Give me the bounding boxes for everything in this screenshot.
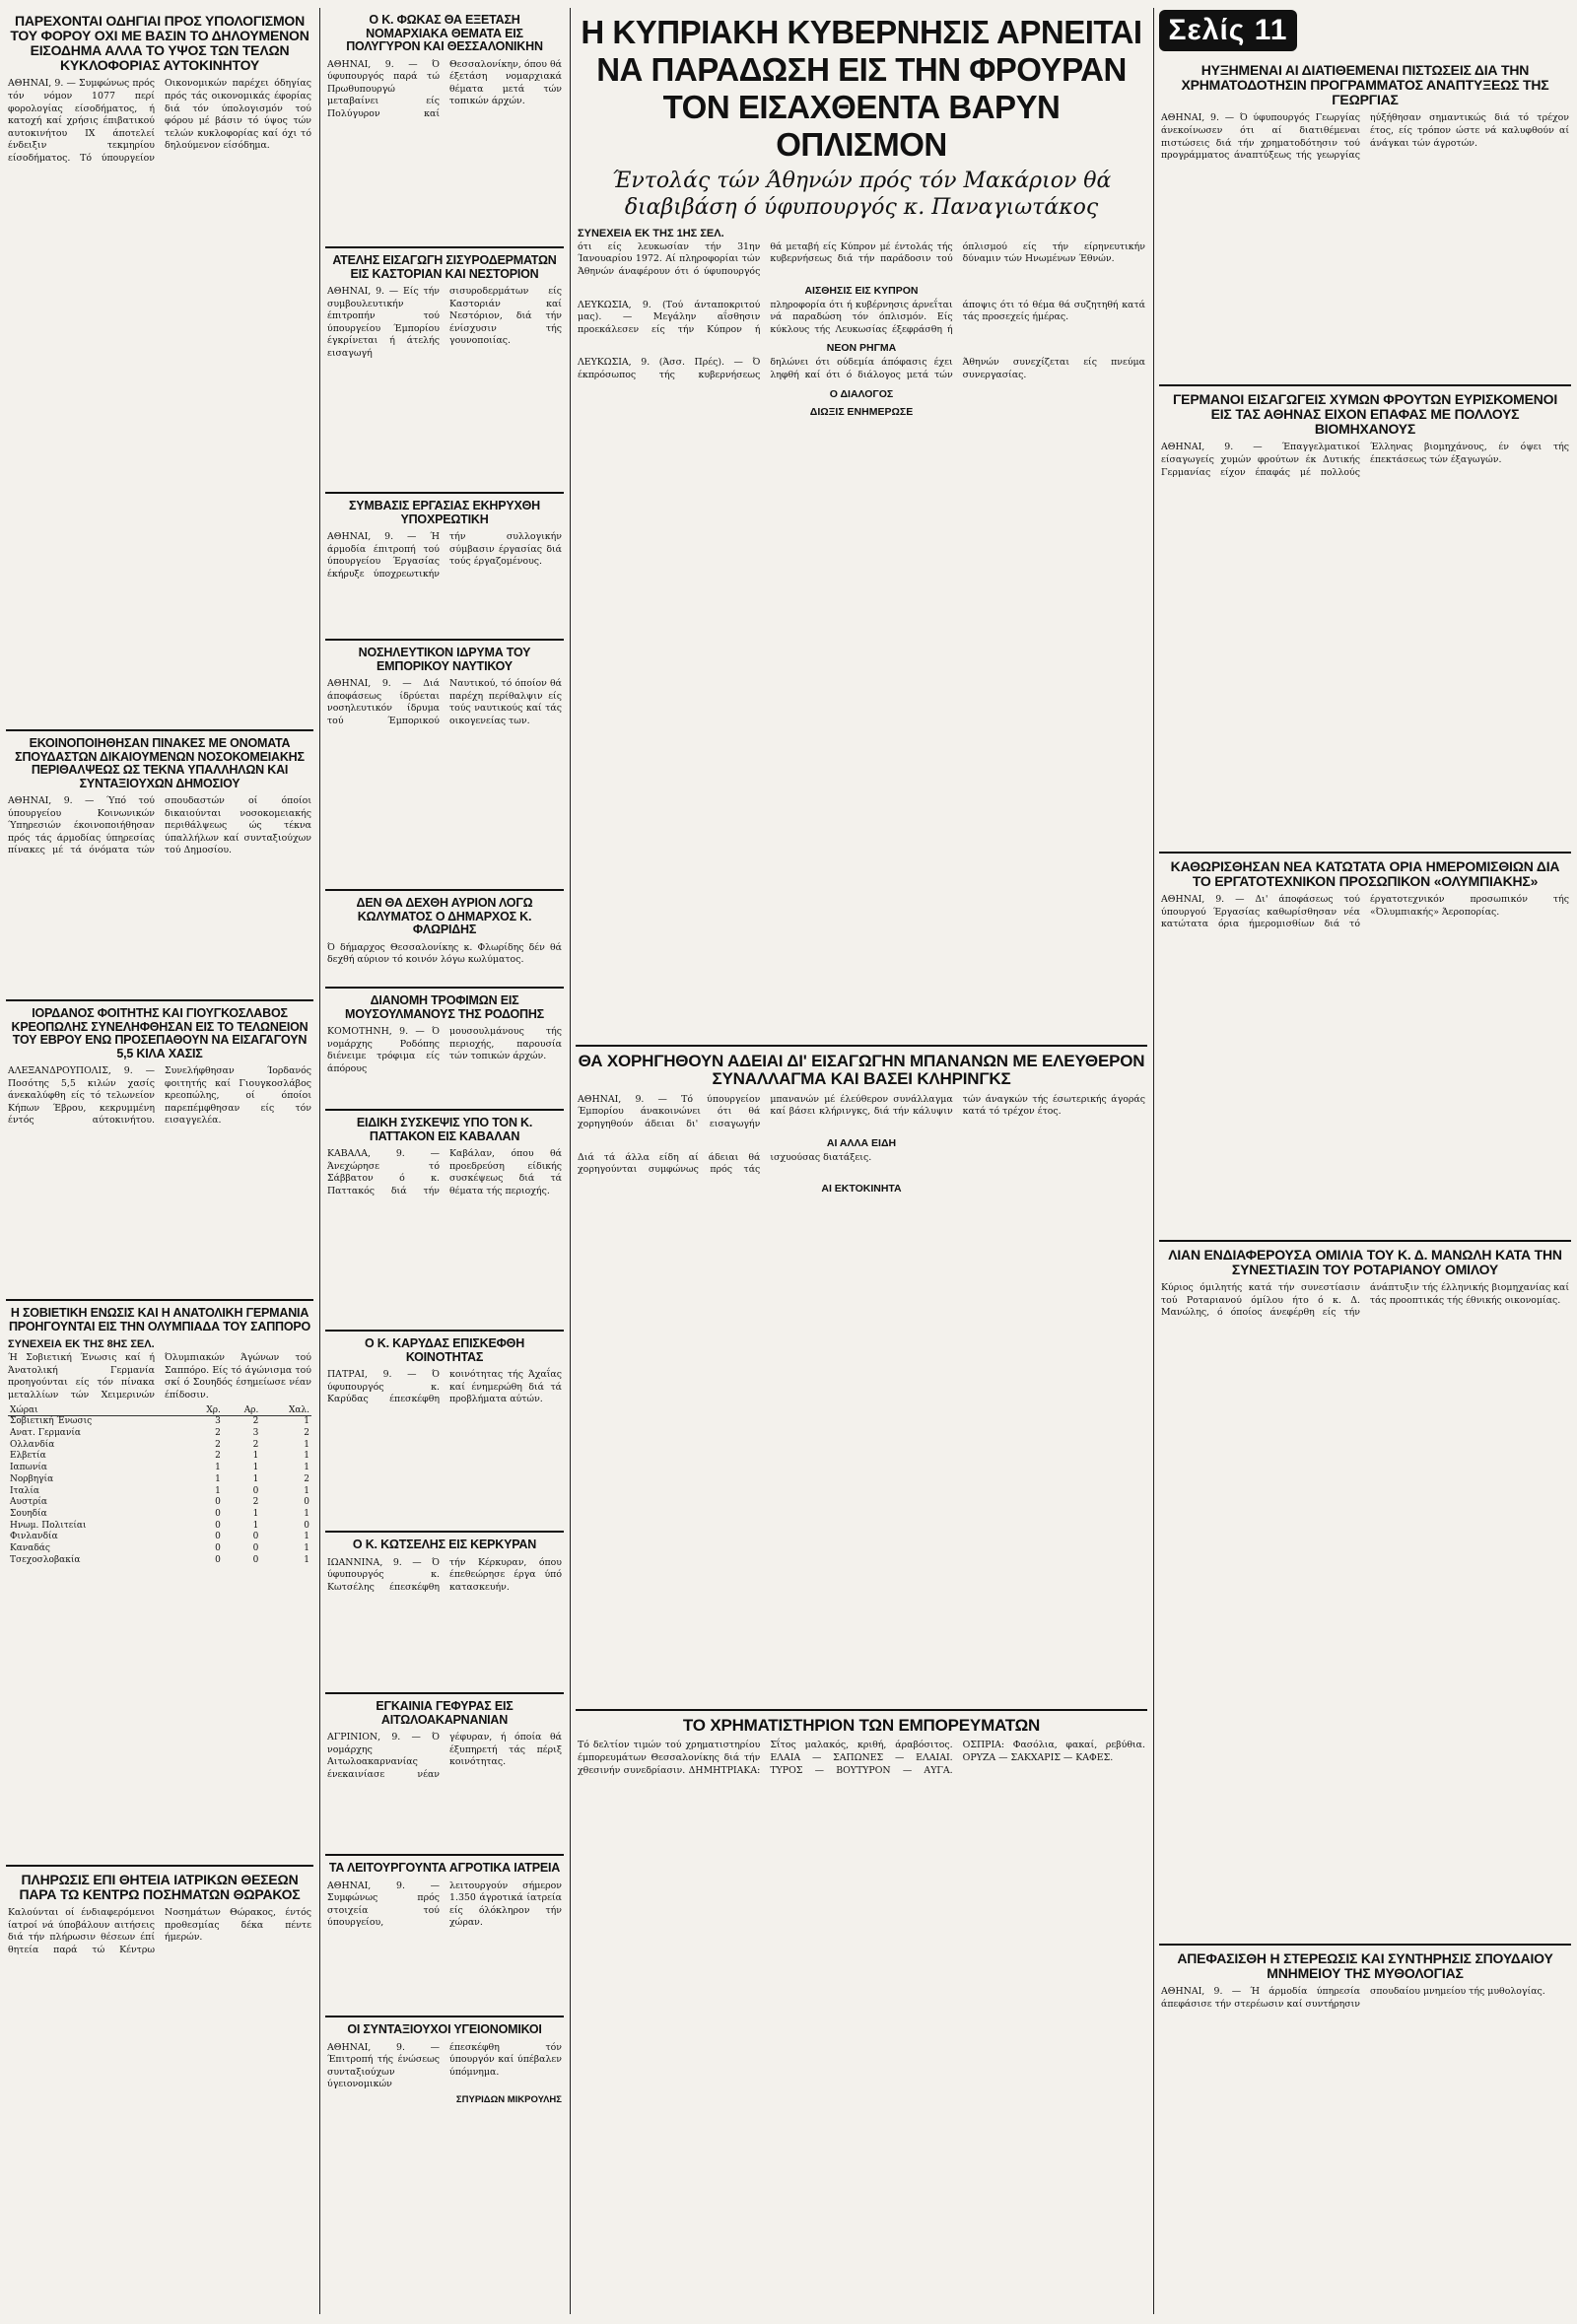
medal-table-header — [8, 1405, 311, 1416]
article-labor-contract — [325, 494, 564, 641]
headline: ΕΙΔΙΚΗ ΣΥΣΚΕΨΙΣ ΥΠΟ ΤΟΝ Κ. ΠΑΤΤΑΚΟΝ ΕΙΣ ΚΑΒΑΛΑΝ — [356, 1116, 533, 1143]
gold-cell: 0 — [215, 1542, 221, 1553]
country-cell: Νορβηγία — [10, 1473, 54, 1484]
article-text: ΠΑΤΡΑΙ, 9. — Ό ύφυπουργός κ. Καρύδας έπεσκέφθη κοινότητας τής Άχαΐας καί ένημερώθη διά τά προβλήματα αύτών. — [327, 1369, 562, 1405]
medal-row — [8, 1440, 311, 1452]
article-text: ΚΟΜΟΤΗΝΗ, 9. — Ό νομάρχης Ροδόπης διένειμε τρόφιμα είς άπόρους μουσουλμάνους τής περιοχής, παρουσία τών τοπικών άρχών. — [327, 1026, 562, 1074]
article-medical-posts — [6, 1867, 313, 2174]
headline: ΠΑΡΕΧΟΝΤΑΙ ΟΔΗΓΙΑΙ ΠΡΟΣ ΥΠΟΛΟΓΙΣΜΟΝ ΤΟΥ ΦΟΡΟΥ ΟΧΙ ΜΕ ΒΑΣΙΝ ΤΟ ΔΗΛΟΥΜΕΝΟΝ ΕΙΣΟΔΗΜΑ ΑΛΛΑ ΤΟ ΥΨΟΣ ΤΩΝ ΤΕΛΩΝ ΚΥΚΛΟΦΟΡΙΑΣ ΑΥΤΟΚΙΝΗΤΟΥ — [10, 13, 309, 74]
silver-cell: 2 — [252, 1416, 259, 1427]
headline: ΗΥΞΗΜΕΝΑΙ ΑΙ ΔΙΑΤΙΘΕΜΕΝΑΙ ΠΙΣΤΩΣΕΙΣ ΔΙΑ ΤΗΝ ΧΡΗΜΑΤΟΔΟΤΗΣΙΝ ΠΡΟΓΡΑΜΜΑΤΟΣ ΑΝΑΠΤΥΞΕΩΣ ΤΗΣ ΓΕΩΡΓΙΑΣ — [1181, 62, 1549, 108]
headline: ΣΥΜΒΑΣΙΣ ΕΡΓΑΣΙΑΣ ΕΚΗΡΥΧΘΗ ΥΠΟΧΡΕΩΤΙΚΗ — [348, 499, 541, 526]
bronze-cell: 1 — [304, 1508, 309, 1519]
article-monument — [1159, 1946, 1571, 2214]
column-rule — [1153, 8, 1154, 2314]
article-sapporo-olympics — [6, 1301, 313, 1867]
country-cell: Τσεχοσλοβακία — [10, 1554, 81, 1565]
headline: ΑΤΕΛΗΣ ΕΙΣΑΓΩΓΗ ΣΙΣΥΡΟΔΕΡΜΑΤΩΝ ΕΙΣ ΚΑΣΤΟΡΙΑΝ ΚΑΙ ΝΕΣΤΟΡΙΟΝ — [332, 253, 557, 281]
silver-cell: 0 — [252, 1485, 259, 1496]
headline: Ο Κ. ΚΑΡΥΔΑΣ ΕΠΙΣΚΕΦΘΗ ΚΟΙΝΟΤΗΤΑΣ — [364, 1336, 525, 1364]
bronze-cell: 0 — [304, 1520, 309, 1531]
article-text: ΑΘΗΝΑΙ, 9. — Ό ύφυπουργός παρά τώ Πρωθυπουργώ μεταβαίνει είς Πολύγυρον καί Θεσσαλονίκην, όπου θά έξετάση νομαρχιακά θέματα μετά τών τοπικών άρχών. — [327, 58, 562, 119]
country-cell: Καναδάς — [10, 1542, 50, 1553]
headline: ΔΕΝ ΘΑ ΔΕΧΘΗ ΑΥΡΙΟΝ ΛΟΓΩ ΚΩΛΥΜΑΤΟΣ Ο ΔΗΜΑΡΧΟΣ Κ. ΦΛΩΡΙΔΗΣ — [356, 896, 533, 936]
article-text: ΚΑΒΑΛΑ, 9. — Άνεχώρησε τό Σάββατον ό κ. Παττακός διά τήν Καβάλαν, όπου θά προεδρεύση είδικής συσκέψεως διά τά θέματα τής περιοχής. — [327, 1148, 562, 1196]
medal-row — [8, 1474, 311, 1486]
headline: ΚΑΘΩΡΙΣΘΗΣΑΝ ΝΕΑ ΚΑΤΩΤΑΤΑ ΟΡΙΑ ΗΜΕΡΟΜΙΣΘΙΩΝ ΔΙΑ ΤΟ ΕΡΓΑΤΟΤΕΧΝΙΚΟΝ ΠΡΟΣΩΠΙΚΟΝ «ΟΛΥΜΠΙΑΚΗΣ» — [1170, 858, 1560, 890]
article-text: ΑΘΗΝΑΙ, 9. — Ό ύφυπουργός Γεωργίας άνεκοίνωσεν ότι αί διατιθέμεναι πιστώσεις διά τήν χρηματοδότησιν τού προγράμματος άναπτύξεως τής γεωργίας ηύξήθησαν σημαντικώς διά τό τρέχον έτος, είς τρόπον ώστε νά καλυφθούν αί άνάγκαι τών άγροτών. — [1161, 112, 1569, 162]
article-karydas — [325, 1332, 564, 1533]
lead-text-2: ΛΕΥΚΩΣΙΑ, 9. (Τού άνταποκριτού μας). — Μεγάλην αΐσθησιν προεκάλεσεν είς τήν Κύπρον ή πληροφορία ότι ή κυβέρνησις άρνεΐται νά παραδώση τόν όπλισμόν. Είς κύκλους τής Λευκωσίας έξεφράσθη ή άποψις ότι τό θέμα θά συζητηθή κατά τάς προσεχείς ήμέρας. — [578, 299, 1145, 335]
country-cell: Ιαπωνία — [10, 1463, 47, 1473]
headline: ΙΟΡΔΑΝΟΣ ΦΟΙΤΗΤΗΣ ΚΑΙ ΓΙΟΥΓΚΟΣΛΑΒΟΣ ΚΡΕΟΠΩΛΗΣ ΣΥΝΕΛΗΦΘΗΣΑΝ ΕΙΣ ΤΟ ΤΕΛΩΝΕΙΟΝ ΤΟΥ ΕΒΡΟΥ ΕΝΩ ΠΡΟΣΕΠΑΘΟΥΝ ΝΑ ΕΙΣΑΓΑΓΟΥΝ 5,5 ΚΙΛΑ ΧΑΣΙΣ — [11, 1006, 309, 1060]
silver-cell: 1 — [252, 1520, 259, 1531]
headline: Ο Κ. ΚΩΤΣΕΛΗΣ ΕΙΣ ΚΕΡΚΥΡΑΝ — [352, 1538, 537, 1551]
article-banana-imports — [576, 1047, 1147, 1711]
continued-label: ΣΥΝΕΧΕΙΑ ΕΚ ΤΗΣ 8ΗΣ ΣΕΛ. — [8, 1338, 155, 1350]
medal-row — [8, 1497, 311, 1509]
article-text: Τό δελτίον τιμών τού χρηματιστηρίου έμπορευμάτων Θεσσαλονίκης διά τήν χθεσινήν συνεδρίασιν. ΔΗΜΗΤΡΙΑΚΑ: Σΐτος μαλακός, κριθή, άραβόσιτος. ΕΛΑΙΑ — ΣΑΠΩΝΕΣ — ΕΛΑΙΑΙ. ΤΥΡΟΣ — ΒΟΥΤΥΡΟΝ — ΑΥΓΑ. ΟΣΠΡΙΑ: Φασόλια, φακαί, ρεβύθια. ΟΡΥΖΑ — ΣΑΚΧΑΡΙΣ — ΚΑΦΕΣ. — [578, 1740, 1145, 1776]
right-column — [1159, 8, 1571, 2214]
article-agriculture-credit — [1159, 57, 1571, 386]
article-text: ΑΘΗΝΑΙ, 9. — Διά άποφάσεως ίδρύεται νοσηλευτικόν ίδρυμα τού Έμπορικού Ναυτικού, τό όποίον θά παρέχη περίθαλψιν είς τούς ναυτικούς καί τάς οικογενείας των. — [327, 678, 562, 726]
article-food-distribution — [325, 989, 564, 1111]
article-text: ΑΛΕΞΑΝΔΡΟΥΠΟΛΙΣ, 9. — Ποσότης 5,5 κιλών χασίς άνεκαλύφθη είς τό τελωνείον Κήπων Έβρου, κεκρυμμένη έντός αύτοκινήτου. Συνελήφθησαν Ίορδανός φοιτητής καί Γιουγκοσλάβος κρεοπώλης, οί όποίοι παρεπέμφθησαν είς τόν εισαγγελέα. — [8, 1065, 311, 1127]
gold-cell: 0 — [215, 1554, 221, 1565]
article-text: ΑΘΗΝΑΙ, 9. — Ή άρμοδία έπιτροπή τού ύπουργείου Έργασίας έκήρυξε ύποχρεωτικήν τήν συλλογικήν σύμβασιν έργασίας διά τούς έργαζομένους. — [327, 531, 562, 580]
silver-cell: 1 — [252, 1508, 259, 1519]
article-text-2: Διά τά άλλα είδη αί άδειαι θά χορηγούνται συμφώνως πρός τάς ισχυούσας διατάξεις. — [578, 1151, 872, 1176]
lead-headline: Η ΚΥΠΡΙΑΚΗ ΚΥΒΕΡΝΗΣΙΣ ΑΡΝΕΙΤΑΙ ΝΑ ΠΑΡΑΔΩΣΗ ΕΙΣ ΤΗΝ ΦΡΟΥΡΑΝ ΤΟΝ ΕΙΣΑΧΘΕΝΤΑ ΒΑΡΥΝ ΟΠΛΙΣΜΟΝ — [581, 14, 1142, 163]
headline: ΝΟΣΗΛΕΥΤΙΚΟΝ ΙΔΡΥΜΑ ΤΟΥ ΕΜΠΟΡΙΚΟΥ ΝΑΥΤΙΚΟΥ — [358, 646, 531, 673]
medal-table — [8, 1405, 311, 1566]
country-cell: Ελβετία — [10, 1451, 46, 1462]
article-bridge-opening — [325, 1694, 564, 1856]
headline: ΤΑ ΛΕΙΤΟΥΡΓΟΥΝΤΑ ΑΓΡΟΤΙΚΑ ΙΑΤΡΕΙΑ — [328, 1861, 561, 1875]
gold-cell: 1 — [215, 1463, 221, 1473]
page-masthead: Σελίς 11 — [1159, 10, 1297, 51]
gold-cell: 1 — [215, 1473, 221, 1484]
headline: ΛΙΑΝ ΕΝΔΙΑΦΕΡΟΥΣΑ ΟΜΙΛΙΑ ΤΟΥ Κ. Δ. ΜΑΝΩΛΗ ΚΑΤΑ ΤΗΝ ΣΥΝΕΣΤΙΑΣΙΝ ΤΟΥ ΡΟΤΑΡΙΑΝΟΥ ΟΜΙΛΟΥ — [1168, 1247, 1562, 1278]
continued-label: ΣΥΝΕΧΕΙΑ ΕΚ ΤΗΣ 1ΗΣ ΣΕΛ. — [578, 227, 724, 239]
second-column — [325, 8, 564, 2148]
article-pattakos — [325, 1111, 564, 1332]
column-rule — [319, 8, 320, 2314]
silver-cell: 0 — [252, 1542, 259, 1553]
lead-text-3: ΛΕΥΚΩΣΙΑ, 9. (Άσσ. Πρές). — Ό έκπρόσωπος τής κυβερνήσεως δηλώνει ότι ούδεμία άπόφασις έχει ληφθή καί ότι ό διάλογος μετά τών Άθηνών συνεχίζεται είς πνεύμα συνεργασίας. — [578, 357, 1145, 380]
headline: ΑΠΕΦΑΣΙΣΘΗ Η ΣΤΕΡΕΩΣΙΣ ΚΑΙ ΣΥΝΤΗΡΗΣΙΣ ΣΠΟΥΔΑΙΟΥ ΜΝΗΜΕΙΟΥ ΤΗΣ ΜΥΘΟΛΟΓΙΑΣ — [1177, 1950, 1553, 1982]
signature: ΣΠΥΡΙΔΩΝ ΜΙΚΡΟΥΛΗΣ — [455, 2093, 562, 2105]
article-fur-import — [325, 248, 564, 494]
bronze-cell: 1 — [304, 1532, 309, 1542]
article-olympic-wages — [1159, 854, 1571, 1242]
country-cell: Ανατ. Γερμανία — [10, 1428, 81, 1439]
headline: ΔΙΑΝΟΜΗ ΤΡΟΦΙΜΩΝ ΕΙΣ ΜΟΥΣΟΥΛΜΑΝΟΥΣ ΤΗΣ ΡΟΔΟΠΗΣ — [345, 993, 544, 1021]
article-text: ΑΘΗΝΑΙ, 9. — Έπαγγελματικοί είσαγωγείς χυμών φρούτων έκ Δυτικής Γερμανίας είχον έπαφάς μέ πολλούς Έλληνας βιομηχάνους, έν όψει τής έπεκτάσεως τών έξαγωγών. — [1161, 442, 1569, 478]
article-text: ΑΘΗΝΑΙ, 9. — Είς τήν συμβουλευτικήν έπιτροπήν τού ύπουργείου Έμπορίου έγκρίνεται ή άτελής εισαγωγή σισυροδερμάτων είς Καστοριάν καί Νεστόριον, διά τήν ένίσχυσιν τής γουνοποιίας. — [327, 286, 562, 359]
subhead-cyprus: ΑΙΣΘΗΣΙΣ ΕΙΣ ΚΥΠΡΟΝ — [804, 284, 919, 297]
silver-cell: 2 — [252, 1497, 259, 1508]
silver-cell: 1 — [252, 1463, 259, 1473]
article-juice-importers — [1159, 386, 1571, 854]
article-text: Ή Σοβιετική Ένωσις καί ή Άνατολική Γερμανία προηγούνται είς τόν πίνακα μεταλλίων τών Χειμερινών Όλυμπιακών Άγώνων τού Σαππόρο. Είς τό άγώνισμα τού σκί ό Σουηδός έσημείωσε νέαν έπίδοσιν. — [8, 1352, 311, 1401]
lead-text: ότι είς λευκωσίαν τήν 31ην Ίανουαρίου 1972. Αί πληροφορίαι τών Άθηνών άναφέρουν ότι ό ύφυπουργός θά μεταβή είς Κύπρον μέ έντολάς τής κυβερνήσεως διά τήν παράδοσιν τού όπλισμού είς τήν είρηνευτικήν δύναμιν τών Ηνωμένων Έθνών. — [578, 240, 1145, 277]
bronze-cell: 1 — [304, 1542, 309, 1553]
article-rotary-speech — [1159, 1242, 1571, 1946]
country-cell: Ιταλία — [10, 1485, 39, 1496]
article-text: ΑΘΗΝΑΙ, 9. — Συμφώνως πρός τόν νόμον 1077 περί φορολογίας είσοδήματος, ή κατοχή καί χρήσις έπιβατικού αυτοκινήτου ΙΧ άποτελεί ένδειξιν τεκμηρίου είσοδήματος. Τό ύπουργείον Οικονομικών παρέχει όδηγίας πρός τάς οικονομικάς έφορίας διά τόν ύπολογισμόν τού φόρου μέ βάσιν τό ύψος τών τελών κυκλοφορίας καί όχι τό δηλούμενον είσόδημα. — [8, 78, 311, 164]
silver-cell: 0 — [252, 1554, 259, 1565]
article-text: Καλούνται οί ένδιαφερόμενοι ίατροί νά ύποβάλουν αιτήσεις διά τήν πλήρωσιν θέσεων έπί θητεία παρά τώ Κέντρω Νοσημάτων Θώρακος, έντός προθεσμίας δέκα πέντε ήμερών. — [8, 1907, 311, 1955]
article-text: ΑΘΗΝΑΙ, 9. — Έπιτροπή τής ένώσεως συνταξιούχων ύγειονομικών έπεσκέφθη τόν ύπουργόν καί ύπέβαλεν ύπόμνημα. — [327, 2041, 562, 2090]
article-text: Κύριος όμιλητής κατά τήν συνεστίασιν τού Ροταριανού όμίλου ήτο ό κ. Δ. Μανώλης, ό όποίος άνεφέρθη είς τήν άνάπτυξιν τής έλληνικής βιομηχανίας καί τάς προοπτικάς τής έθνικής οικονομίας. — [1161, 1282, 1569, 1319]
lead-article — [576, 8, 1147, 1047]
col-silver: Αρ. — [223, 1405, 260, 1416]
medal-row — [8, 1416, 311, 1428]
bronze-cell: 1 — [304, 1416, 309, 1427]
article-text: ΙΩΑΝΝΙΝΑ, 9. — Ό ύφυπουργός κ. Κωτσέλης έπεσκέφθη τήν Κέρκυραν, όπου έπεθεώρησε έργα ύπό κατασκευήν. — [327, 1556, 562, 1593]
article-kotselis — [325, 1533, 564, 1694]
silver-cell: 1 — [252, 1473, 259, 1484]
silver-cell: 3 — [252, 1428, 259, 1439]
headline: ΤΟ ΧΡΗΜΑΤΙΣΤΗΡΙΟΝ ΤΩΝ ΕΜΠΟΡΕΥΜΑΤΩΝ — [682, 1716, 1041, 1735]
medal-row — [8, 1543, 311, 1555]
bronze-cell: 0 — [304, 1497, 309, 1508]
article-fokas — [325, 8, 564, 248]
headline: ΘΑ ΧΟΡΗΓΗΘΟΥΝ ΑΔΕΙΑΙ ΔΙ' ΕΙΣΑΓΩΓΗΝ ΜΠΑΝΑΝΩΝ ΜΕ ΕΛΕΥΘΕΡΟΝ ΣΥΝΑΛΛΑΓΜΑ ΚΑΙ ΒΑΣΕΙ ΚΛΗΡΙΝΓΚΣ — [578, 1052, 1145, 1089]
silver-cell: 2 — [252, 1439, 259, 1450]
subhead-new-rift: ΝΕΟΝ ΡΗΓΜΑ — [826, 342, 897, 355]
bronze-cell: 1 — [304, 1439, 309, 1450]
article-text: ΑΘΗΝΑΙ, 9. — Ή άρμοδία ύπηρεσία άπεφάσισε τήν στερέωσιν καί συντήρησιν σπουδαίου μνημείου τής μυθολογίας. — [1161, 1986, 1545, 2010]
country-cell: Σοβιετική Ένωσις — [10, 1416, 93, 1427]
medal-table-body — [8, 1416, 311, 1566]
article-text: ΑΘΗΝΑΙ, 9. — Συμφώνως πρός στοιχεία τού ύπουργείου, λειτουργούν σήμερον 1.350 άγροτικά ίατρεία είς όλόκληρον τήν χώραν. — [327, 1880, 562, 1929]
headline: ΕΓΚΑΙΝΙΑ ΓΕΦΥΡΑΣ ΕΙΣ ΑΙΤΩΛΟΑΚΑΡΝΑΝΙΑΝ — [376, 1699, 514, 1727]
country-cell: Αυστρία — [10, 1497, 47, 1508]
silver-cell: 1 — [252, 1451, 259, 1462]
bronze-cell: 1 — [304, 1554, 309, 1565]
article-commodity-exchange — [576, 1711, 1147, 2324]
medal-row — [8, 1509, 311, 1521]
country-cell: Φινλανδία — [10, 1532, 58, 1542]
subhead-other-goods: ΑΙ ΑΛΛΑ ΕΙΔΗ — [826, 1136, 897, 1149]
article-mayor — [325, 891, 564, 989]
country-cell: Ολλανδία — [10, 1439, 55, 1450]
center-column — [576, 8, 1147, 2324]
bronze-cell: 1 — [304, 1451, 309, 1462]
gold-cell: 2 — [215, 1451, 221, 1462]
gold-cell: 0 — [215, 1508, 221, 1519]
subhead-interest: ΑΙ ΕΚΤΟΚΙΝΗΤΑ — [821, 1182, 902, 1195]
subhead-briefing: ΔΙΩΞΙΣ ΕΝΗΜΕΡΩΣΕ — [809, 405, 914, 418]
country-cell: Σουηδία — [10, 1508, 47, 1519]
subhead-dialogue: Ο ΔΙΑΛΟΓΟΣ — [829, 387, 894, 400]
article-merchant-navy — [325, 641, 564, 891]
medal-row — [8, 1428, 311, 1440]
column-rule — [570, 8, 571, 2314]
left-column — [6, 8, 313, 2174]
lead-subheadline: Έντολάς τών Άθηνών πρός τόν Μακάριον θά διαβιβάση ό ύφυπουργός κ. Παναγιωτάκος — [611, 168, 1112, 221]
gold-cell: 0 — [215, 1532, 221, 1542]
article-text: ΑΘΗΝΑΙ, 9. — Ύπό τού ύπουργείου Κοινωνικών Ύπηρεσιών έκοινοποιήθησαν πρός τάς άρμοδίας ύπηρεσίας πίνακες μέ τά όνόματα τών σπουδαστών οί όποίοι δικαιούνται νοσοκομειακής περιθάλψεως ώς τέκνα ύπαλλήλων καί συνταξιούχων τού Δημοσίου. — [8, 795, 311, 856]
gold-cell: 2 — [215, 1439, 221, 1450]
gold-cell: 3 — [215, 1416, 221, 1427]
gold-cell: 2 — [215, 1428, 221, 1439]
article-text: ΑΘΗΝΑΙ, 9. — Δι' άποφάσεως τού ύπουργού Έργασίας καθωρίσθησαν νέα κατώτατα όρια ήμερομισθίων διά τό έργατοτεχνικόν προσωπικόν τής «Όλυμπιακής» Άεροπορίας. — [1161, 894, 1569, 930]
headline: Η ΣΟΒΙΕΤΙΚΗ ΕΝΩΣΙΣ ΚΑΙ Η ΑΝΑΤΟΛΙΚΗ ΓΕΡΜΑΝΙΑ ΠΡΟΗΓΟΥΝΤΑΙ ΕΙΣ ΤΗΝ ΟΛΥΜΠΙΑΔΑ ΤΟΥ ΣΑΠΠΟΡΟ — [8, 1306, 311, 1333]
gold-cell: 0 — [215, 1497, 221, 1508]
headline: Ο Κ. ΦΩΚΑΣ ΘΑ ΕΞΕΤΑΣΗ ΝΟΜΑΡΧΙΑΚΑ ΘΕΜΑΤΑ ΕΙΣ ΠΟΛΥΓΥΡΟΝ ΚΑΙ ΘΕΣΣΑΛΟΝΙΚΗΝ — [346, 13, 543, 53]
col-gold: Χρ. — [185, 1405, 223, 1416]
article-pensioners — [325, 2017, 564, 2148]
medal-row — [8, 1555, 311, 1567]
medal-row — [8, 1486, 311, 1498]
article-text: ΑΓΡΙΝΙΟΝ, 9. — Ό νομάρχης Αιτωλοακαρνανίας ένεκαινίασε νέαν γέφυραν, ή όποία θά έξυπηρετή τάς πέριξ κοινότητας. — [327, 1732, 562, 1780]
col-bronze: Χαλ. — [260, 1405, 311, 1416]
bronze-cell: 2 — [304, 1473, 309, 1484]
article-tax-guidelines — [6, 8, 313, 731]
bronze-cell: 2 — [304, 1428, 309, 1439]
headline: ΓΕΡΜΑΝΟΙ ΕΙΣΑΓΩΓΕΙΣ ΧΥΜΩΝ ΦΡΟΥΤΩΝ ΕΥΡΙΣΚΟΜΕΝΟΙ ΕΙΣ ΤΑΣ ΑΘΗΝΑΣ ΕΙΧΟΝ ΕΠΑΦΑΣ ΜΕ ΠΟΛΛΟΥΣ ΒΙΟΜΗΧΑΝΟΥΣ — [1172, 391, 1558, 438]
article-hashish-arrest — [6, 1001, 313, 1301]
medal-row — [8, 1463, 311, 1474]
headline: ΟΙ ΣΥΝΤΑΞΙΟΥΧΟΙ ΥΓΕΙΟΝΟΜΙΚΟΙ — [347, 2022, 542, 2036]
country-cell: Ηνωμ. Πολιτείαι — [10, 1520, 87, 1531]
medal-row — [8, 1521, 311, 1533]
headline: ΠΛΗΡΩΣΙΣ ΕΠΙ ΘΗΤΕΙΑ ΙΑΤΡΙΚΩΝ ΘΕΣΕΩΝ ΠΑΡΑ ΤΩ ΚΕΝΤΡΩ ΠΟΣΗΜΑΤΩΝ ΘΩΡΑΚΟΣ — [19, 1872, 301, 1903]
article-student-lists — [6, 731, 313, 1001]
medal-row — [8, 1532, 311, 1543]
silver-cell: 0 — [252, 1532, 259, 1542]
gold-cell: 1 — [215, 1485, 221, 1496]
article-text: Ό δήμαρχος Θεσσαλονίκης κ. Φλωρίδης δέν θά δεχθή αύριον τό κοινόν λόγω κωλύματος. — [327, 941, 562, 966]
article-text: ΑΘΗΝΑΙ, 9. — Τό ύπουργείον Έμπορίου άνακοινώνει ότι θά χορηγηθούν άδειαι δι' εισαγωγήν μπανανών μέ έλεύθερον συνάλλαγμα καί βάσει κλήρινγκς, διά τήν κάλυψιν τών άναγκών τής έσωτερικής άγοράς κατά τό τρέχον έτος. — [578, 1093, 1145, 1129]
gold-cell: 0 — [215, 1520, 221, 1531]
col-country: Χώραι — [8, 1405, 185, 1416]
article-rural-clinics — [325, 1856, 564, 2017]
bronze-cell: 1 — [304, 1485, 309, 1496]
medal-row — [8, 1451, 311, 1463]
headline: ΕΚΟΙΝΟΠΟΙΗΘΗΣΑΝ ΠΙΝΑΚΕΣ ΜΕ ΟΝΟΜΑΤΑ ΣΠΟΥΔΑΣΤΩΝ ΔΙΚΑΙΟΥΜΕΝΩΝ ΝΟΣΟΚΟΜΕΙΑΚΗΣ ΠΕΡΙΘΑΛΨΕΩΣ ΩΣ ΤΕΚΝΑ ΥΠΑΛΛΗΛΩΝ ΚΑΙ ΣΥΝΤΑΞΙΟΥΧΩΝ ΔΗΜΟΣΙΟΥ — [15, 736, 305, 790]
bronze-cell: 1 — [304, 1463, 309, 1473]
